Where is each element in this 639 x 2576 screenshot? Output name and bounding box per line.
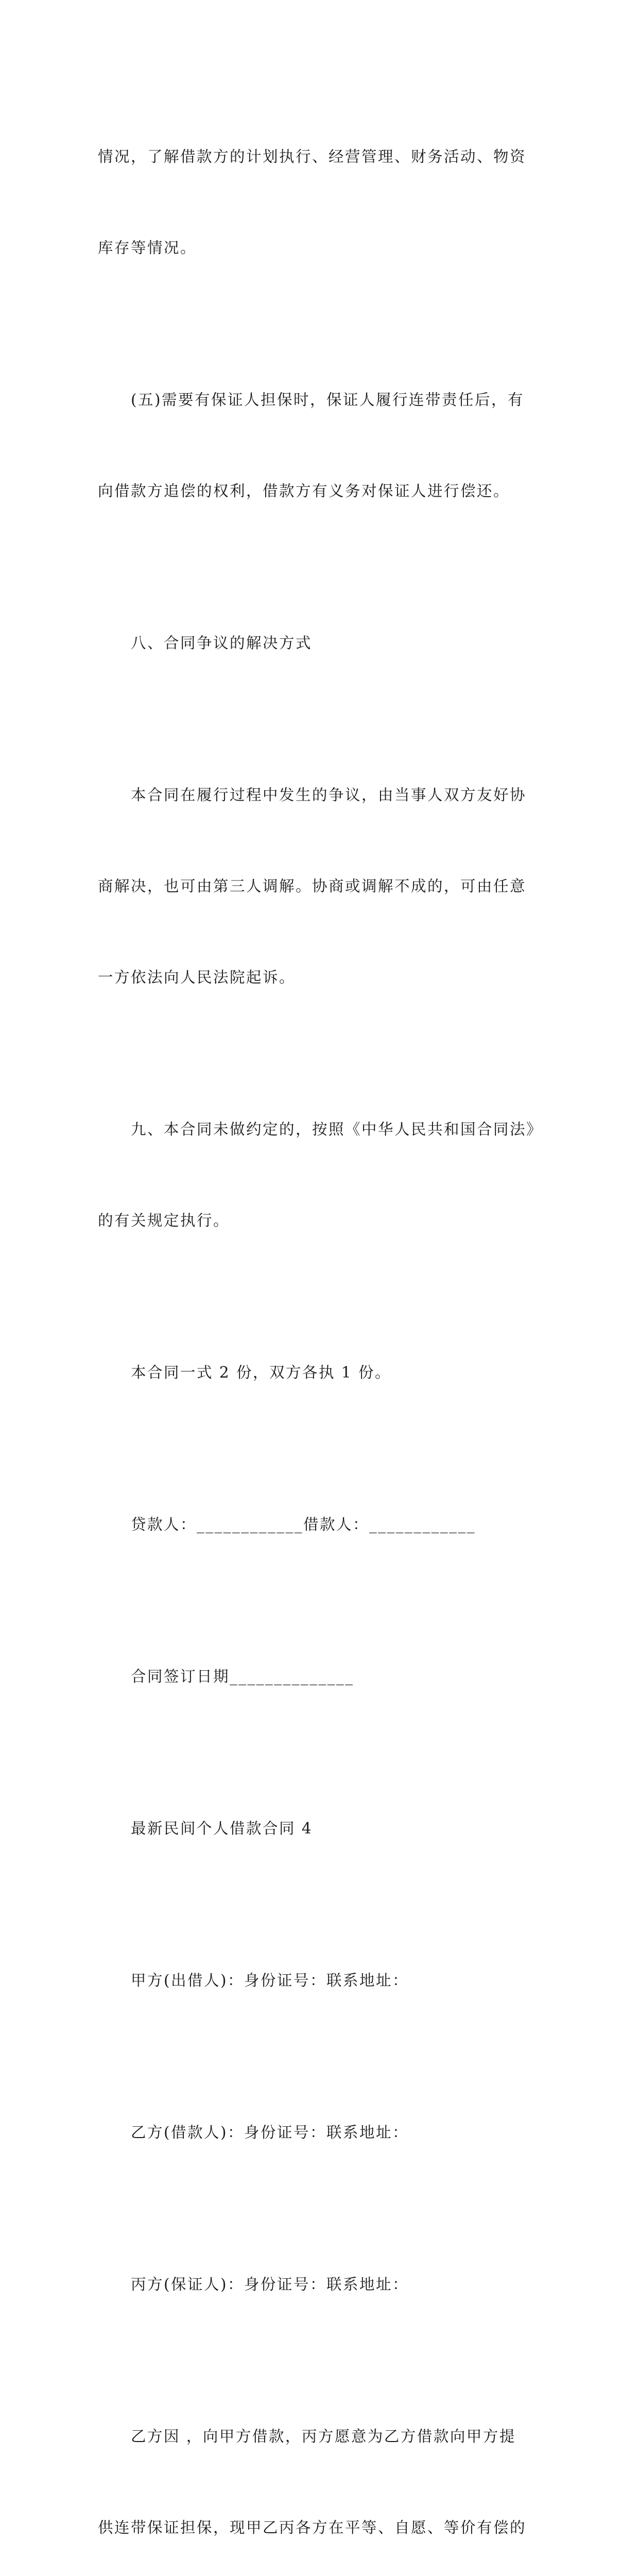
party-a xyxy=(98,1905,542,2057)
text-line: 九、本合同未做约定的，按照《中华人民共和国合同法》 xyxy=(131,1121,543,1138)
text-line: 库存等情况。 xyxy=(98,239,197,257)
party-b xyxy=(98,2057,542,2209)
text-line: 本合同一式 2 份，双方各执 1 份。 xyxy=(131,1364,392,1381)
paragraph-dispute-resolution xyxy=(98,719,542,1054)
section-heading-dispute xyxy=(98,567,542,719)
text-line: 丙方(保证人)：身份证号：联系地址： xyxy=(131,2276,409,2293)
signature-date xyxy=(98,1601,542,1753)
paragraph-preamble xyxy=(98,2361,542,2576)
text-line: 乙方(借款人)：身份证号：联系地址： xyxy=(131,2124,409,2141)
document-body xyxy=(98,81,542,2576)
paragraph-contract-law xyxy=(98,1054,542,1297)
text-line: 商解决，也可由第三人调解。协商或调解不成的，可由任意 xyxy=(98,877,527,895)
paragraph-copies xyxy=(98,1297,542,1449)
text-line: 供连带保证担保，现甲乙丙各方在平等、自愿、等价有偿的 xyxy=(98,2519,527,2536)
text-line: 情况，了解借款方的计划执行、经营管理、财务活动、物资 xyxy=(98,148,527,165)
text-line: 合同签订日期______________ xyxy=(131,1668,354,1685)
text-line: 最新民间个人借款合同 4 xyxy=(131,1820,313,1837)
text-line: 一方依法向人民法院起诉。 xyxy=(98,969,296,986)
paragraph-1 xyxy=(98,81,542,324)
paragraph-guarantor-recourse xyxy=(98,324,542,567)
signature-lender-borrower xyxy=(98,1449,542,1601)
contract-title xyxy=(98,1753,542,1905)
text-line: 八、合同争议的解决方式 xyxy=(131,634,313,652)
text-line: 乙方因 ，向甲方借款，丙方愿意为乙方借款向甲方提 xyxy=(131,2428,516,2445)
text-line: 贷款人：____________借款人：____________ xyxy=(131,1516,476,1533)
text-line: (五)需要有保证人担保时，保证人履行连带责任后，有 xyxy=(131,391,525,409)
party-c xyxy=(98,2209,542,2361)
text-line: 本合同在履行过程中发生的争议，由当事人双方友好协 xyxy=(131,786,527,804)
text-line: 的有关规定执行。 xyxy=(98,1212,230,1229)
text-line: 甲方(出借人)：身份证号：联系地址： xyxy=(131,1972,409,1989)
text-line: 向借款方追偿的权利，借款方有义务对保证人进行偿还。 xyxy=(98,482,510,500)
